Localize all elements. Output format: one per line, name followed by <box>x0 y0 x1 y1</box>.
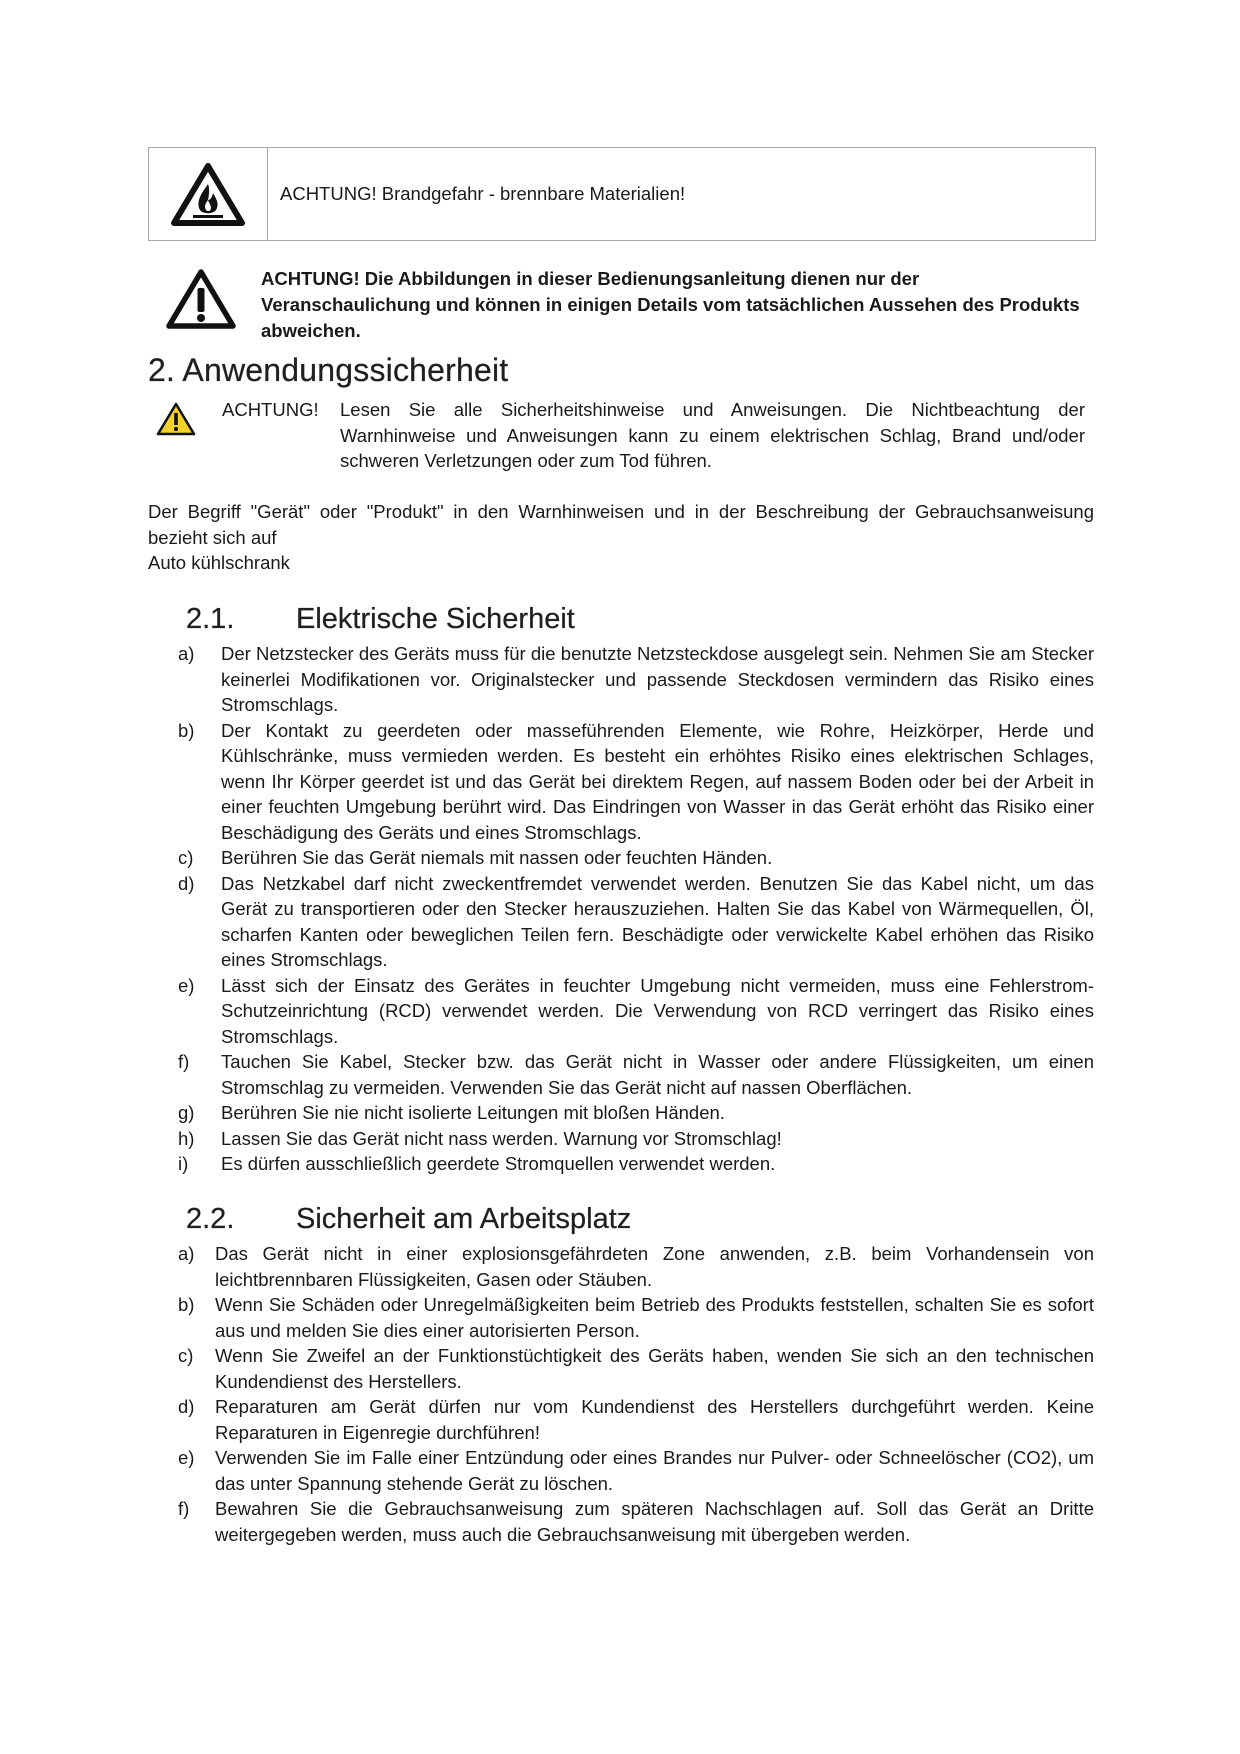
list-marker: c) <box>178 847 194 868</box>
section-2-2-title: Sicherheit am Arbeitsplatz <box>296 1203 632 1235</box>
fire-warning-box <box>148 147 1096 241</box>
section-2-1-heading <box>186 603 575 636</box>
illustration-warning <box>148 262 1096 341</box>
list-item-text: Lässt sich der Einsatz des Gerätes in feuchter Umgebung nicht vermeiden, muss eine Fehlerstrom-Schutzeinrichtung (RCD) verwendet werden. Die Verwendung von RCD verringert das Risiko eines Stromschlags. <box>221 974 1094 1047</box>
list-marker: h) <box>178 1127 195 1149</box>
list-item-text: Das Gerät nicht in einer explosionsgefährdeten Zone anwenden, z.B. beim Vorhandensein von leichtbrennbaren Flüssigkeiten, Gasen oder Stäuben. <box>215 1243 1094 1290</box>
section-2-1-title: Elektrische Sicherheit <box>296 603 575 635</box>
workplace-safety-list <box>178 1241 1094 1547</box>
section-2-1-number: 2.1. <box>186 603 235 635</box>
term-text: Der Begriff "Gerät" oder "Produkt" in den Warnhinweisen und in der Beschreibung der Gebrauchsanweisung bezieht sich auf <box>148 501 1094 548</box>
list-item <box>178 1100 1094 1126</box>
list-item-text: Bewahren Sie die Gebrauchsanweisung zum späteren Nachschlagen auf. Soll das Gerät an Dritte weitergegeben werden, muss auch die Gebrauchsanweisung mit übergeben werden. <box>215 1498 1094 1545</box>
section-2-2-heading <box>186 1203 631 1236</box>
list-item-text: Lassen Sie das Gerät nicht nass werden. Warnung vor Stromschlag! <box>221 1127 782 1149</box>
section-2-heading: 2. Anwendungssicherheit <box>148 352 509 388</box>
list-item <box>178 1241 1094 1292</box>
list-marker: d) <box>178 872 195 894</box>
list-item <box>178 1151 1094 1177</box>
list-item-text: Wenn Sie Zweifel an der Funktionstüchtigkeit des Geräts haben, wenden Sie sich an den technischen Kundendienst des Herstellers. <box>215 1345 1094 1392</box>
list-marker: b) <box>178 1294 195 1315</box>
list-item <box>178 1343 1094 1394</box>
list-item <box>178 718 1094 846</box>
section-2-2-number: 2.2. <box>186 1203 235 1235</box>
list-marker: b) <box>178 719 195 741</box>
list-marker: c) <box>178 1345 194 1366</box>
flammable-warning-icon <box>171 162 245 226</box>
list-item-text: Das Netzkabel darf nicht zweckentfremdet verwendet werden. Benutzen Sie das Kabel nicht, um das Gerät zu transportieren oder den Stecker herauszuziehen. Halten Sie das Kabel von Wärmequellen, Öl, scharfen Kanten oder beweglichen Teilen fern. Beschädigte oder verwickelte Kabel erhöhen das Risiko eines Stromschlags. <box>221 872 1094 970</box>
list-marker: f) <box>178 1498 190 1519</box>
list-item <box>178 1445 1094 1496</box>
product-name: Auto kühlschrank <box>148 552 290 573</box>
list-item-text: Wenn Sie Schäden oder Unregelmäßigkeiten beim Betrieb des Produkts feststellen, schalten Sie es sofort aus und melden Sie dies einer autorisierten Person. <box>215 1294 1094 1341</box>
list-item-text: Es dürfen ausschließlich geerdete Stromquellen verwendet werden. <box>221 1153 776 1174</box>
list-item <box>178 845 1094 871</box>
list-item-text: Reparaturen am Gerät dürfen nur vom Kundendienst des Herstellers durchgeführt werden. Keine Reparaturen in Eigenregie durchführen! <box>215 1396 1094 1443</box>
list-marker: a) <box>178 1243 195 1264</box>
term-paragraph <box>148 499 1094 576</box>
exclamation-warning-icon <box>166 268 236 330</box>
list-marker: e) <box>178 1447 195 1468</box>
achtung-label: ACHTUNG! <box>222 399 319 420</box>
list-item <box>178 641 1094 718</box>
list-item <box>178 1049 1094 1100</box>
achtung-text: Lesen Sie alle Sicherheitshinweise und Anweisungen. Die Nichtbeachtung der Warnhinweise und Anweisungen kann zu einem elektrischen Schlag, Brand und/oder schweren Verletzungen oder zum Tod führen. <box>340 399 1085 471</box>
list-item-text: Berühren Sie nie nicht isolierte Leitungen mit bloßen Händen. <box>221 1102 725 1123</box>
list-marker: a) <box>178 643 195 664</box>
list-marker: f) <box>178 1051 190 1072</box>
list-item-text: Der Kontakt zu geerdeten oder masseführenden Elemente, wie Rohre, Heizkörper, Herde und Kühlschränke, muss vermieden werden. Es besteht ein erhöhtes Risiko eines elektrischen Schlages, wenn Ihr Körper geerdet ist und das Gerät bei direktem Regen, auf nassem Boden oder bei der Arbeit in einer feuchten Umgebung berührt wird. Das Eindringen von Wasser in das Gerät erhöht das Risiko einer Beschädigung des Geräts und eines Stromschlags. <box>221 719 1094 843</box>
fire-warning-text: ACHTUNG! Brandgefahr - brennbare Materialien! <box>280 183 686 204</box>
list-marker: i) <box>178 1153 189 1174</box>
list-marker: g) <box>178 1102 195 1123</box>
caution-yellow-icon <box>155 401 197 437</box>
list-item-text: Verwenden Sie im Falle einer Entzündung oder eines Brandes nur Pulver- oder Schneelöscher (CO2), um das unter Spannung stehende Gerät zu löschen. <box>215 1447 1094 1494</box>
list-item <box>178 973 1094 1050</box>
list-item <box>178 1496 1094 1547</box>
illustration-warning-text: ACHTUNG! Die Abbildungen in dieser Bedienungsanleitung dienen nur der Veranschaulichung und können in einigen Details vom tatsächlichen Aussehen des Produkts abweichen. <box>261 268 1080 341</box>
list-marker: d) <box>178 1396 195 1417</box>
list-item <box>178 1126 1094 1152</box>
list-item <box>178 871 1094 973</box>
fire-warning-icon-cell <box>149 148 268 240</box>
list-item <box>178 1394 1094 1445</box>
electrical-safety-list <box>178 641 1094 1177</box>
list-item <box>178 1292 1094 1343</box>
list-item-text: Der Netzstecker des Geräts muss für die benutzte Netzsteckdose ausgelegt sein. Nehmen Sie am Stecker keinerlei Modifikationen vor. Originalstecker und passende Steckdosen vermindern das Risiko eines Stromschlags. <box>221 643 1094 715</box>
list-item-text: Berühren Sie das Gerät niemals mit nassen oder feuchten Händen. <box>221 847 773 868</box>
list-marker: e) <box>178 974 195 996</box>
list-item-text: Tauchen Sie Kabel, Stecker bzw. das Gerät nicht in Wasser oder andere Flüssigkeiten, um einen Stromschlag zu vermeiden. Verwenden Sie das Gerät nicht auf nassen Oberflächen. <box>221 1051 1094 1098</box>
